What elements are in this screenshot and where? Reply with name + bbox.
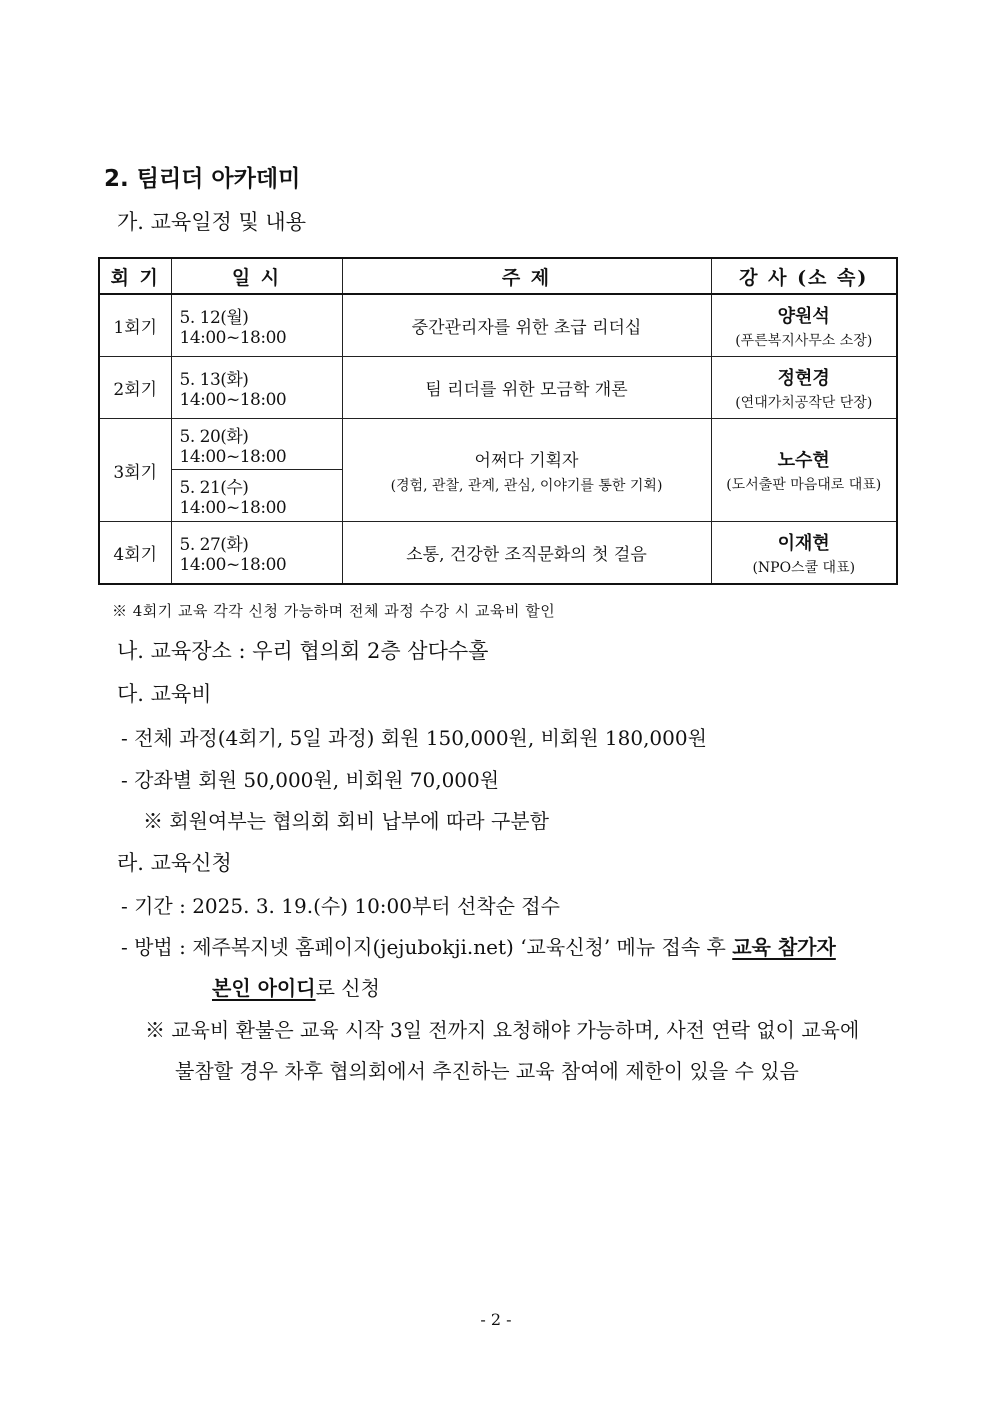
table-row: [99, 357, 897, 419]
session-cell: 2회기: [99, 357, 171, 419]
session-cell: 1회기: [99, 294, 171, 357]
subsection-venue: 나. 교육장소 : 우리 협의회 2층 삼다수홀: [117, 639, 489, 663]
schedule-table: [98, 257, 898, 585]
fee-membership-note: ※ 회원여부는 협의회 회비 납부에 따라 구분함: [143, 809, 549, 833]
application-period: - 기간 : 2025. 3. 19.(수) 10:00부터 선착순 접수: [121, 894, 560, 918]
section-title: 2. 팀리더 아카데미: [104, 166, 301, 192]
subsection-schedule-heading: 가. 교육일정 및 내용: [117, 210, 306, 234]
header-lecturer: 강 사 (소 속): [711, 258, 897, 294]
fee-full-course: - 전체 과정(4회기, 5일 과정) 회원 150,000원, 비회원 180,000원: [121, 726, 707, 750]
lecturer-name: 이재현: [777, 532, 830, 554]
lecturer-org: (푸른복지사무소 소장): [735, 332, 873, 349]
topic-subtext: (경험, 관찰, 관계, 관심, 이야기를 통한 기획): [390, 477, 663, 494]
subsection-fee-heading: 다. 교육비: [117, 682, 212, 706]
application-method-emphasis: 교육 참가자: [732, 935, 836, 959]
session-cell: 3회기: [99, 419, 171, 522]
table-row: [99, 419, 897, 470]
topic-cell: [342, 294, 711, 357]
refund-note: ※ 교육비 환불은 교육 시작 3일 전까지 요청해야 가능하며, 사전 연락 없이 교육에: [145, 1018, 860, 1042]
application-method-text: 로 신청: [315, 976, 380, 1000]
header-session: 회 기: [99, 258, 171, 294]
topic-cell: [342, 419, 711, 522]
header-topic: 주 제: [342, 258, 711, 294]
date-cell: 5. 20(화) 14:00~18:00: [171, 419, 342, 470]
lecturer-org: (연대가치공작단 단장): [735, 394, 873, 411]
lecturer-org: (도서출판 마음대로 대표): [726, 477, 882, 493]
header-datetime: 일 시: [171, 258, 342, 294]
table-row: [99, 522, 897, 585]
table-row: [99, 294, 897, 357]
lecturer-org: (NPO스쿨 대표): [752, 559, 856, 576]
date-cell: 5. 21(수) 14:00~18:00: [171, 470, 342, 522]
application-method: [121, 931, 836, 960]
topic-cell: [342, 357, 711, 419]
table-header-row: [99, 258, 897, 294]
date-cell: 5. 12(월) 14:00~18:00: [171, 294, 342, 357]
table-note: ※ 4회기 교육 각각 신청 가능하며 전체 과정 수강 시 교육비 할인: [112, 602, 556, 620]
topic-text: 소통, 건강한 조직문화의 첫 걸음: [406, 545, 647, 565]
topic-text: 어쩌다 기획자: [474, 450, 579, 471]
lecturer-name: 양원석: [777, 305, 830, 327]
page-number: - 2 -: [480, 1310, 512, 1329]
topic-text: 팀 리더를 위한 모금학 개론: [425, 380, 628, 400]
fee-per-lecture: - 강좌별 회원 50,000원, 비회원 70,000원: [121, 768, 500, 792]
topic-cell: [342, 522, 711, 585]
lecturer-name: 정현경: [777, 367, 830, 389]
application-method-emphasis: 본인 아이디: [212, 976, 316, 1000]
date-cell: 5. 27(화) 14:00~18:00: [171, 522, 342, 585]
lecturer-cell: [711, 522, 897, 585]
topic-text: 중간관리자를 위한 초급 리더십: [411, 318, 642, 338]
lecturer-cell: [711, 357, 897, 419]
refund-note-continued: 불참할 경우 차후 협의회에서 추진하는 교육 참여에 제한이 있을 수 있음: [175, 1059, 799, 1083]
lecturer-name: 노수현: [777, 450, 830, 471]
date-cell: 5. 13(화) 14:00~18:00: [171, 357, 342, 419]
application-method-text: - 방법 : 제주복지넷 홈페이지(jejubokji.net) ‘교육신청’ 메뉴 접속 후: [121, 935, 733, 959]
subsection-application-heading: 라. 교육신청: [117, 851, 232, 875]
lecturer-cell: [711, 294, 897, 357]
application-method-continued: [212, 972, 380, 1001]
session-cell: 4회기: [99, 522, 171, 585]
lecturer-cell: [711, 419, 897, 522]
